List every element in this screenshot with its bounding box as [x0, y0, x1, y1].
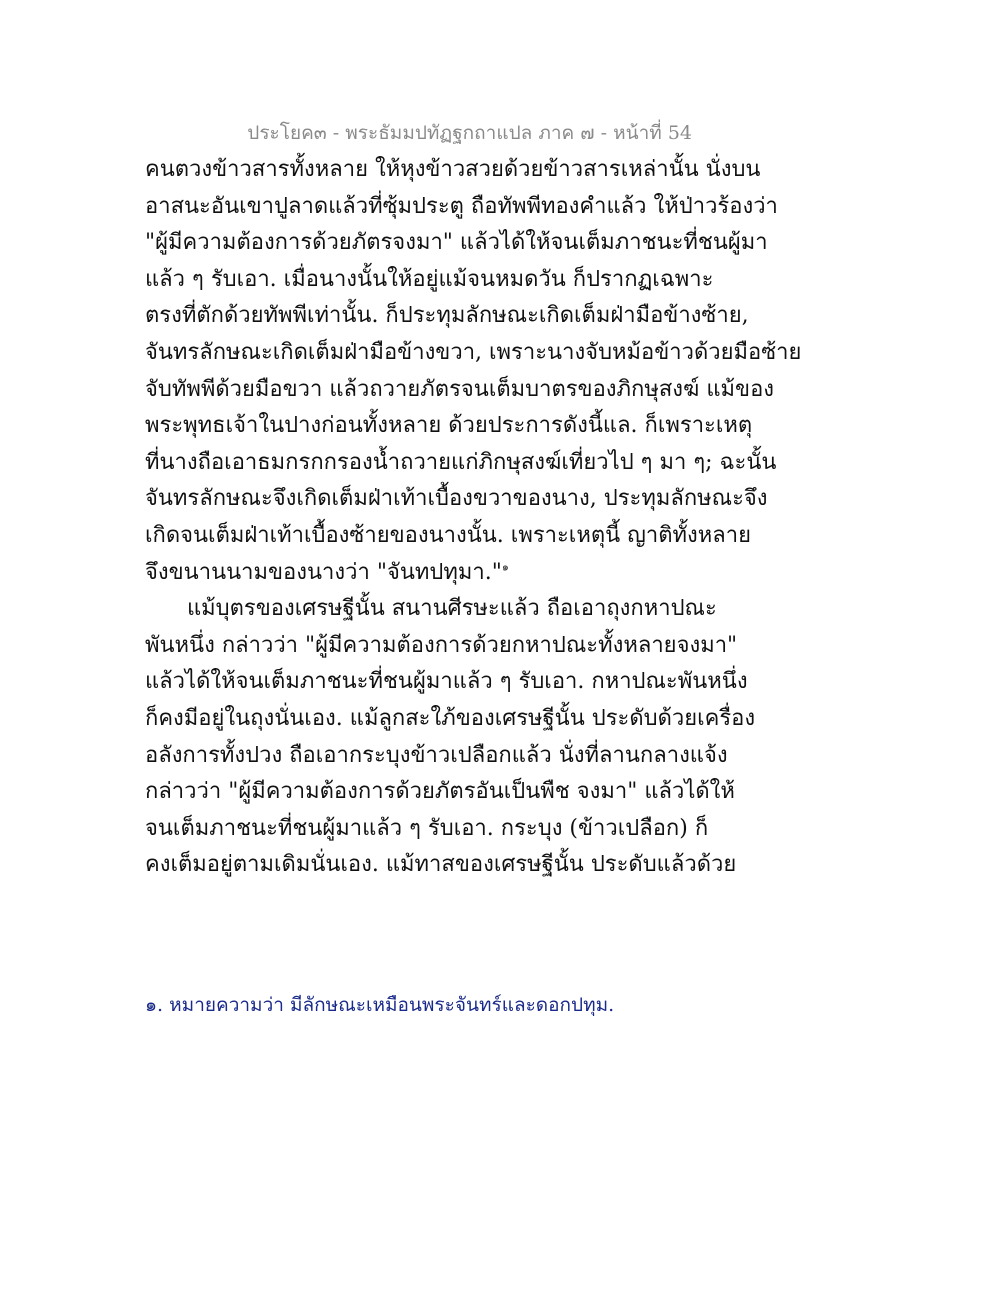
text-line: พระพุทธเจ้าในปางก่อนทั้งหลาย ด้วยประการดังนี้แล. ก็เพราะเหตุ [145, 413, 753, 439]
text-line: กล่าวว่า "ผู้มีความต้องการด้วยภัตรอันเป็นพืช จงมา" แล้วได้ให้ [145, 779, 735, 805]
footnote-reference: ๑ [501, 560, 509, 574]
text-line: ก็คงมีอยู่ในถุงนั่นเอง. แม้ลูกสะใภ้ของเศรษฐีนั้น ประดับด้วยเครื่อง [145, 705, 756, 731]
running-header: ประโยค๓ - พระธัมมปทัฏฐกถาแปล ภาค ๗ - หน้าที่ 54 [247, 122, 692, 144]
text-line: เกิดจนเต็มฝ่าเท้าเบื้องซ้ายของนางนั้น. เพราะเหตุนี้ ญาติทั้งหลาย [145, 522, 751, 548]
text-line: อาสนะอันเขาปูลาดแล้วที่ซุ้มประตู ถือทัพพีทองคำแล้ว ให้ป่าวร้องว่า [145, 193, 778, 219]
text-line: พันหนึ่ง กล่าวว่า "ผู้มีความต้องการด้วยกหาปณะทั้งหลายจงมา" [145, 632, 738, 658]
text-line: จันทรลักษณะเกิดเต็มฝ่ามือข้างขวา, เพราะนางจับหม้อข้าวด้วยมือซ้าย [145, 339, 802, 365]
text-line: คนตวงข้าวสารทั้งหลาย ให้หุงข้าวสวยด้วยข้าวสารเหล่านั้น นั่งบน [145, 157, 761, 182]
text-line: จึงขนานนามของนางว่า "จันทปทุมา." [145, 559, 502, 585]
text-line: ที่นางถือเอาธมกรกกรองน้ำถวายแก่ภิกษุสงฆ์เที่ยวไป ๆ มา ๆ; ฉะนั้น [145, 449, 777, 475]
text-line: แล้วได้ให้จนเต็มภาชนะที่ชนผู้มาแล้ว ๆ รับเอา. กหาปณะพันหนึ่ง [145, 669, 748, 695]
paragraph-start-line: แม้บุตรของเศรษฐีนั้น สนานศีรษะแล้ว ถือเอาถุงกหาปณะ [187, 596, 717, 622]
body-text [145, 152, 802, 884]
footnote: ๑. หมายความว่า มีลักษณะเหมือนพระจันทร์และดอกปทุม. [145, 994, 615, 1016]
text-line-with-footnote-ref [145, 555, 705, 592]
text-line: อลังการทั้งปวง ถือเอากระบุงข้าวเปลือกแล้ว นั่งที่ลานกลางแจ้ง [145, 742, 728, 768]
text-line: จับทัพพีด้วยมือขวา แล้วถวายภัตรจนเต็มบาตรของภิกษุสงฆ์ แม้ของ [145, 376, 775, 402]
text-line: จันทรลักษณะจึงเกิดเต็มฝ่าเท้าเบื้องขวาของนาง, ประทุมลักษณะจึง [145, 486, 768, 512]
text-line: "ผู้มีความต้องการด้วยภัตรจงมา" แล้วได้ให้จนเต็มภาชนะที่ชนผู้มา [145, 230, 768, 256]
text-line: แล้ว ๆ รับเอา. เมื่อนางนั้นให้อยู่แม้จนหมดวัน ก็ปรากฏเฉพาะ [145, 266, 714, 292]
text-line: จนเต็มภาชนะที่ชนผู้มาแล้ว ๆ รับเอา. กระบุง (ข้าวเปลือก) ก็ [145, 815, 709, 841]
text-line: ตรงที่ตักด้วยทัพพีเท่านั้น. ก็ประทุมลักษณะเกิดเต็มฝ่ามือข้างซ้าย, [145, 303, 749, 329]
text-line: คงเต็มอยู่ตามเดิมนั่นเอง. แม้ทาสของเศรษฐีนั้น ประดับแล้วด้วย [145, 852, 737, 878]
